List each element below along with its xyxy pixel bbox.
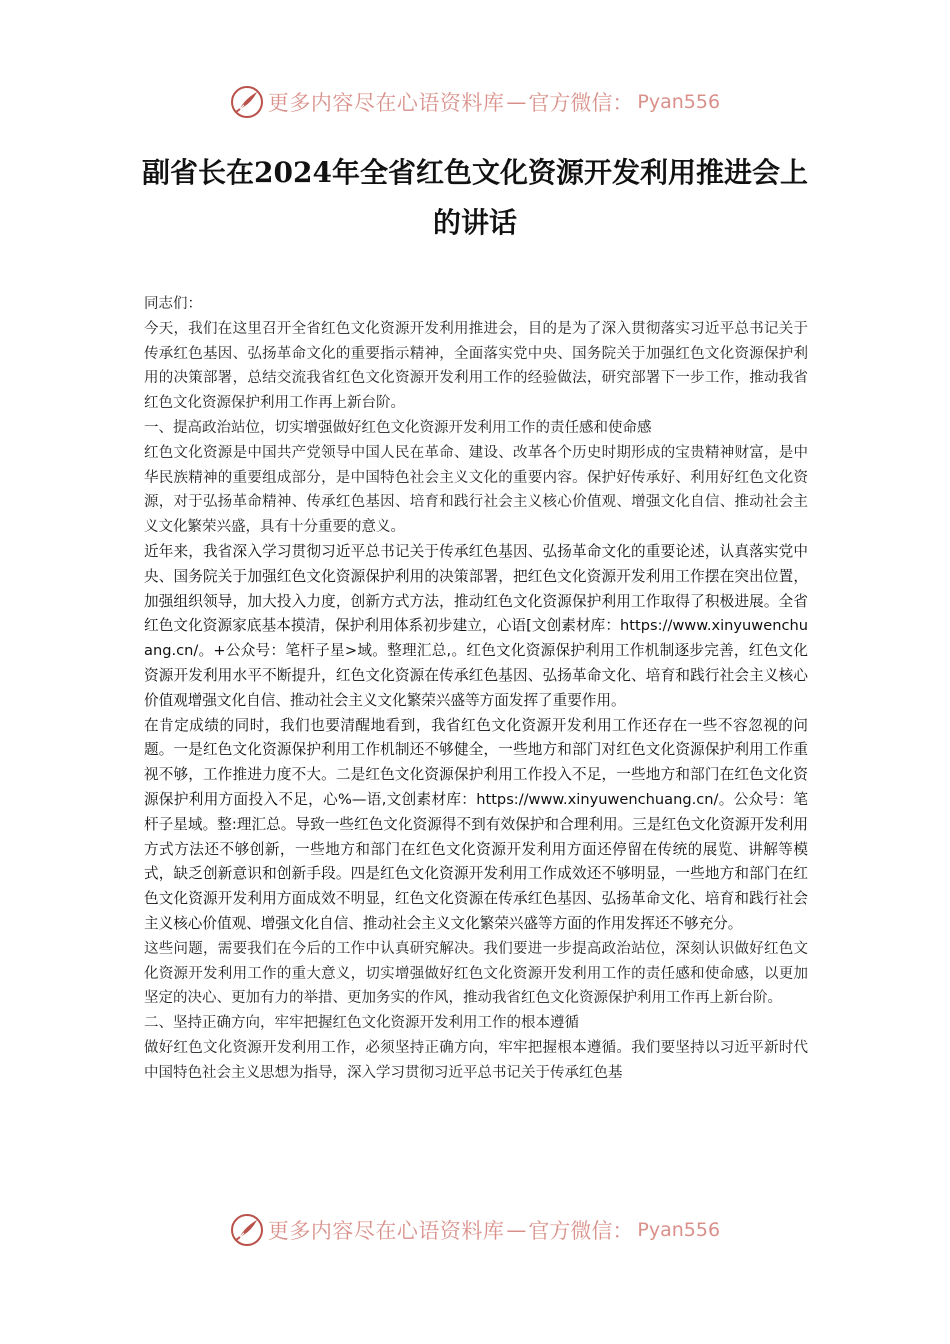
document-body (144, 292, 808, 1086)
body-paragraph: 今天，我们在这里召开全省红色文化资源开发利用推进会，目的是为了深入贯彻落实习近平总书记关于传承红色基因、弘扬革命文化的重要指示精神，全面落实党中央、国务院关于加强红色文化资源保护利用的决策部署，总结交流我省红色文化资源开发利用工作的经验做法，研究部署下一步工作，推动我省红色文化资源保护利用工作再上新台阶。 (144, 320, 808, 412)
footer-banner (0, 1210, 950, 1250)
body-paragraph: 做好红色文化资源开发利用工作，必须坚持正确方向，牢牢把握根本遵循。我们要坚持以习近平新时代中国特色社会主义思想为指导，深入学习贯彻习近平总书记关于传承红色基 (144, 1039, 808, 1081)
banner-wechat-label: 官方微信： (528, 91, 634, 115)
quill-logo-icon (230, 1213, 264, 1247)
salutation: 同志们： (144, 296, 202, 312)
section-heading: 一、提高政治站位，切实增强做好红色文化资源开发利用工作的责任感和使命感 (144, 419, 652, 436)
banner-wechat-id: Pyan556 (637, 1219, 721, 1241)
banner-dash: — (506, 1218, 527, 1242)
banner-wechat-id: Pyan556 (637, 91, 721, 113)
body-paragraph: 近年来，我省深入学习贯彻习近平总书记关于传承红色基因、弘扬革命文化的重要论述，认真落实党中央、国务院关于加强红色文化资源保护利用的决策部署，把红色文化资源开发利用工作摆在突出位置，加强组织领导，加大投入力度，创新方式方法，推动红色文化资源保护利用工作取得了积极进展。全省红色文化资源家底基本摸清，保护利用体系初步建立，心语[文创素材库：https://www.xinyuwenchuang.cn/。+公众号：笔杆子星>域。整理汇总,。红色文化资源保护利用工作机制逐步完善，红色文化资源开发利用水平不断提升，红色文化资源在传承红色基因、弘扬革命文化、培育和践行社会主义核心价值观增强文化自信、推动社会主义文化繁荣兴盛等方面发挥了重要作用。 (144, 542, 808, 709)
header-banner (0, 82, 950, 122)
quill-logo-icon (230, 85, 264, 119)
banner-main-text: 更多内容尽在心语资料库 (267, 1219, 505, 1243)
section-heading: 二、坚持正确方向，牢牢把握红色文化资源开发利用工作的根本遵循 (144, 1015, 579, 1032)
body-paragraph: 这些问题，需要我们在今后的工作中认真研究解决。我们要进一步提高政治站位，深刻认识做好红色文化资源开发利用工作的重大意义，切实增强做好红色文化资源开发利用工作的责任感和使命感，以更加坚定的决心、更加有力的举措、更加务实的作风，推动我省红色文化资源保护利用工作再上新台阶。 (144, 940, 808, 1007)
body-paragraph: 在肯定成绩的同时，我们也要清醒地看到，我省红色文化资源开发利用工作还存在一些不容忽视的问题。一是红色文化资源保护利用工作机制还不够健全，一些地方和部门对红色文化资源保护利用工作重视不够，工作推进力度不大。二是红色文化资源保护利用工作投入不足，一些地方和部门在红色文化资源保护利用方面投入不足，心%—语,文创素材库：https://www.xinyuwenchuang.cn/。公众号：笔杆子星域。整:理汇总。导致一些红色文化资源得不到有效保护和合理利用。三是红色文化资源开发利用方式方法还不够创新，一些地方和部门在红色文化资源开发利用方面还停留在传统的展览、讲解等模式，缺乏创新意识和创新手段。四是红色文化资源开发利用工作成效还不够明显，一些地方和部门在红色文化资源开发利用方面成效不明显，红色文化资源在传承红色基因、弘扬革命文化、培育和践行社会主义核心价值观、增强文化自信、推动社会主义文化繁荣兴盛等方面的作用发挥还不够充分。 (144, 716, 808, 932)
banner-dash: — (506, 90, 527, 114)
document-title: 副省长在2024年全省红色文化资源开发利用推进会上的讲话 (142, 156, 808, 239)
banner-wechat-label: 官方微信： (528, 1219, 634, 1243)
banner-main-text: 更多内容尽在心语资料库 (267, 91, 505, 115)
body-paragraph: 红色文化资源是中国共产党领导中国人民在革命、建设、改革各个历史时期形成的宝贵精神财富，是中华民族精神的重要组成部分，是中国特色社会主义文化的重要内容。保护好传承好、利用好红色文化资源，对于弘扬革命精神、传承红色基因、培育和践行社会主义核心价值观、增强文化自信、推动社会主义文化繁荣兴盛，具有十分重要的意义。 (144, 444, 808, 536)
